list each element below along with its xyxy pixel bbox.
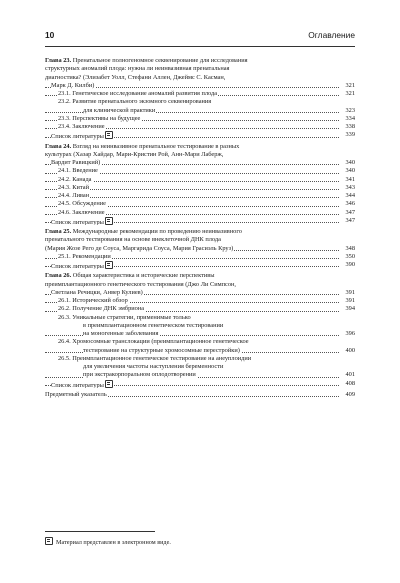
page-header	[45, 30, 355, 44]
entry-label: 24.4. Ливан	[58, 192, 90, 199]
entry-label: 23.2. Развитие пренатального экзомного секвенирования	[58, 98, 212, 106]
entry-label: культурах (Хазар Хайдар, Мари-Кристин Рой, Анн-Мари Лаберж,	[45, 150, 224, 158]
entry-text	[58, 200, 107, 207]
entry-text	[58, 314, 192, 321]
entry-label: 24.1. Введение	[58, 167, 98, 175]
toc-subentry[interactable]	[45, 209, 355, 217]
entry-label: Марк Д. Килби)	[51, 81, 95, 89]
entry-label: 26.4. Хромосомные транслокации (преимплантационное генетическое	[58, 338, 249, 346]
toc-subentry[interactable]	[45, 176, 355, 184]
toc-subentry[interactable]	[45, 90, 355, 98]
page-ref: 348	[345, 244, 355, 252]
entry-text	[45, 391, 108, 398]
entry-text	[58, 253, 112, 260]
entry-label: 26.1. Исторический обзор	[58, 297, 128, 304]
chapter-entry[interactable]	[45, 143, 355, 151]
entry-label: Список литературы	[51, 381, 104, 388]
entry-label: пренатального тестирования на основе внеклеточной ДНК плода	[45, 236, 221, 244]
page-ref: 321	[345, 90, 355, 97]
entry-text	[45, 57, 249, 64]
entry-label: структурных аномалий плода: нужна ли неинвазивная пренатальная	[45, 65, 230, 73]
page-ref: 347	[345, 216, 355, 224]
toc-subentry[interactable]	[45, 82, 355, 90]
entry-label: (Мария Жозе Рего де Соуса, Маргарида Соуса, Мария Грасиэль Круз)	[45, 244, 234, 252]
table-of-contents	[45, 57, 355, 399]
entry-text	[58, 176, 93, 183]
entry-label: 25.1. Рекомендации	[58, 252, 111, 260]
running-title: Оглавление	[308, 30, 355, 40]
footnote-rule	[45, 531, 155, 532]
entry-label: в преимплантационном генетическом тестировании	[83, 321, 224, 329]
entry-text	[58, 209, 106, 216]
entry-text	[51, 82, 95, 89]
entry-text	[58, 123, 106, 130]
electronic-material-icon	[105, 131, 113, 139]
toc-subentry[interactable]	[45, 322, 355, 330]
page-ref: 396	[345, 330, 355, 337]
toc-subentry[interactable]	[45, 253, 355, 261]
entry-text	[58, 305, 145, 312]
page-ref: 408	[345, 379, 355, 387]
entry-label: Светлана Речицки, Анвер Кулиев)	[51, 288, 143, 296]
entry-label: 24.6. Заключение	[58, 208, 105, 216]
page-number: 10	[45, 30, 55, 40]
toc-entry[interactable]	[45, 236, 355, 244]
toc-subentry[interactable]	[45, 159, 355, 167]
entry-text	[58, 98, 212, 105]
chapter-title: Взгляд на неинвазивное пренатальное тестирование в разных	[71, 142, 240, 150]
toc-entry[interactable]	[45, 281, 355, 289]
toc-entry[interactable]	[45, 245, 355, 253]
entry-text	[45, 65, 230, 72]
chapter-label: Глава 26.	[45, 272, 72, 280]
entry-label: 24.3. Китай	[58, 183, 89, 191]
entry-label: для увеличения частоты наступления беременности	[83, 363, 224, 370]
entry-label: преимплантационного генетического тестирования (Джо Ли Симпсон,	[45, 280, 236, 288]
toc-subentry[interactable]	[45, 98, 355, 106]
entry-text	[45, 281, 237, 288]
page-ref: 340	[345, 167, 355, 175]
entry-text	[58, 90, 218, 97]
toc-entry[interactable]	[45, 391, 355, 399]
entry-text	[58, 355, 252, 362]
toc-subentry[interactable]	[45, 347, 355, 355]
chapter-title: Международные рекомендации по проведению неинвазивного	[71, 228, 242, 235]
entry-label: Предметный указатель	[45, 390, 107, 398]
chapter-label: Глава 25.	[45, 228, 72, 235]
electronic-material-icon	[105, 261, 113, 269]
toc-subentry[interactable]	[45, 131, 355, 139]
page-ref: 344	[345, 192, 355, 199]
entry-text	[45, 272, 216, 279]
chapter-entry[interactable]	[45, 272, 355, 280]
page-ref: 339	[345, 131, 355, 139]
entry-label: 26.2. Получение ДНК эмбриона	[58, 305, 145, 313]
page-ref: 401	[345, 371, 355, 379]
toc-subentry[interactable]	[45, 107, 355, 115]
entry-label: Список литературы	[51, 218, 104, 225]
entry-label: 24.2. Канада	[58, 175, 92, 183]
page-ref: 390	[345, 261, 355, 268]
entry-label: Вардит Равицкий)	[51, 159, 101, 166]
entry-label: 24.5. Обсуждение	[58, 200, 106, 208]
toc-subentry[interactable]	[45, 115, 355, 123]
toc-subentry[interactable]	[45, 305, 355, 313]
entry-label: Список литературы	[51, 263, 104, 270]
entry-label: для клинической практики	[83, 106, 156, 114]
electronic-material-icon	[45, 537, 53, 545]
page-ref: 347	[345, 208, 355, 216]
entry-text	[58, 167, 99, 174]
toc-entry[interactable]	[45, 65, 355, 73]
entry-text	[83, 371, 197, 378]
electronic-material-icon	[105, 380, 113, 388]
page-ref: 346	[345, 200, 355, 208]
entry-label: 26.5. Преимплантационное генетическое тестирование на анеуплоидии	[58, 354, 252, 362]
page-ref: 350	[345, 252, 355, 260]
entry-label: 23.3. Перспективы на будущее	[58, 114, 141, 122]
entry-label: 26.3. Уникальные стратегии, применимые только	[58, 313, 191, 321]
entry-text	[58, 115, 141, 122]
toc-subentry[interactable]	[45, 167, 355, 175]
entry-text	[45, 245, 234, 252]
page-ref: 343	[345, 183, 355, 191]
entry-label: 23.1. Генетическое исследование аномалий развития плода	[58, 90, 218, 97]
entry-text	[83, 322, 224, 329]
toc-subentry[interactable]	[45, 217, 355, 225]
entry-text	[45, 143, 240, 150]
entry-text	[51, 289, 144, 296]
page-ref: 338	[345, 123, 355, 130]
entry-text	[83, 107, 156, 114]
toc-subentry[interactable]	[45, 289, 355, 297]
entry-text	[51, 133, 114, 139]
toc-subentry[interactable]	[45, 338, 355, 346]
entry-text	[51, 263, 114, 269]
entry-text	[51, 159, 101, 166]
entry-label: 23.4. Заключение	[58, 123, 105, 130]
toc-subentry[interactable]	[45, 123, 355, 131]
toc-subentry[interactable]	[45, 371, 355, 379]
entry-text	[58, 338, 250, 345]
toc-entry[interactable]	[45, 74, 355, 82]
toc-subentry[interactable]	[45, 330, 355, 338]
toc-subentry[interactable]	[45, 261, 355, 269]
footnote-text: Материал представлен в электронном виде.	[56, 539, 171, 546]
chapter-entry[interactable]	[45, 57, 355, 65]
entry-text	[45, 228, 243, 235]
entry-text	[51, 382, 114, 388]
entry-label: на моногенные заболевания	[83, 330, 159, 337]
entry-text	[83, 363, 224, 370]
page-ref: 341	[345, 175, 355, 183]
toc-entry[interactable]	[45, 151, 355, 159]
toc-subentry[interactable]	[45, 380, 355, 388]
header-rule	[45, 46, 355, 47]
entry-text	[58, 297, 129, 304]
entry-text	[58, 184, 90, 191]
page-ref: 321	[345, 81, 355, 89]
footnote	[45, 537, 171, 546]
electronic-material-icon	[105, 217, 113, 225]
toc-subentry[interactable]	[45, 363, 355, 371]
toc-subentry[interactable]	[45, 297, 355, 305]
toc-subentry[interactable]	[45, 314, 355, 322]
chapter-title: Пренатальное полногеномное секвенирование для исследования	[71, 57, 248, 64]
chapter-title: Общая характеристика и исторические перспективы	[71, 272, 215, 280]
entry-label: при экстракорпоральном оплодотворении	[83, 371, 196, 379]
entry-text	[45, 74, 226, 81]
entry-text	[83, 330, 159, 337]
page-ref: 391	[345, 288, 355, 296]
entry-label: диагностика? (Элизабет Уолл, Стефани Аллен, Джеймс С. Касман,	[45, 73, 226, 81]
chapter-label: Глава 24.	[45, 142, 72, 150]
chapter-entry[interactable]	[45, 228, 355, 236]
page-ref: 394	[345, 305, 355, 313]
entry-label: Список литературы	[51, 133, 104, 140]
toc-subentry[interactable]	[45, 200, 355, 208]
page-ref: 391	[345, 297, 355, 304]
entry-text	[83, 347, 241, 354]
page-ref: 323	[345, 106, 355, 114]
page-ref: 409	[345, 390, 355, 398]
entry-label: тестирование на структурные хромосомные перестройки)	[83, 346, 240, 354]
chapter-label: Глава 23.	[45, 57, 72, 64]
page-ref: 400	[345, 346, 355, 354]
toc-subentry[interactable]	[45, 355, 355, 363]
page-ref: 340	[345, 159, 355, 166]
page-ref: 334	[345, 114, 355, 122]
toc-subentry[interactable]	[45, 184, 355, 192]
entry-text	[45, 151, 224, 158]
toc-subentry[interactable]	[45, 192, 355, 200]
entry-text	[58, 192, 90, 199]
entry-text	[45, 236, 222, 243]
entry-text	[51, 219, 114, 225]
